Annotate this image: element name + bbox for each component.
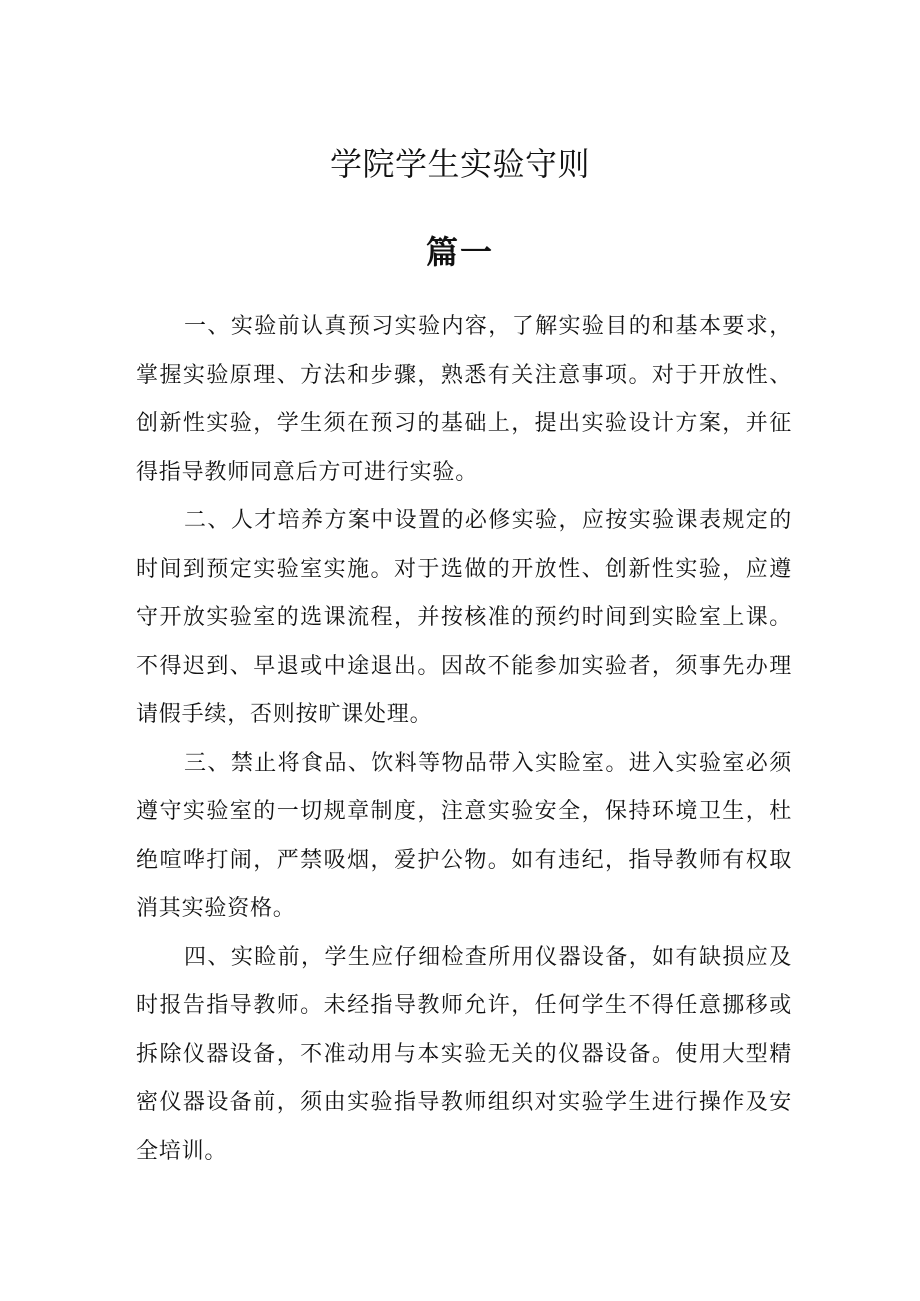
paragraph-4: 四、实睑前，学生应仔细检查所用仪器设备，如有缺损应及时报告指导教师。未经指导教师允许，任何学生不得任意挪移或拆除仪器设备，不准动用与本实验无关的仪器设备。使用大型精密仪器设备前，须由实验指导教师组织对实验学生进行操作及安全培训。	[136, 944, 792, 1164]
section-heading: 篇一	[425, 233, 494, 271]
paragraph-2: 二、人才培养方案中设置的必修实验，应按实验课表规定的时间到预定实验室实施。对于选做的开放性、创新性实验，应遵守开放实验室的选课流程，并按核准的预约时间到实睑室上课。不得迟到、早退或中途退出。因故不能参加实验者，须事先办理请假手续，否则按旷课处理。	[136, 508, 792, 727]
paragraph-1: 一、实验前认真预习实验内容，了解实验目的和基本要求，掌握实验原理、方法和步骤，熟悉有关注意事项。对于开放性、创新性实验，学生须在预习的基础上，提出实验设计方案，并征得指导教师同意后方可进行实验。	[136, 314, 792, 485]
document-title: 学院学生实验守则	[329, 145, 590, 183]
paragraph-3: 三、禁止将食品、饮料等物品带入实睑室。进入实验室必须遵守实验室的一切规章制度，注意实验安全，保持环境卫生，杜绝喧哗打闹，严禁吸烟，爱护公物。如有违纪，指导教师有权取消其实验资格。	[136, 750, 792, 921]
document-body	[136, 303, 792, 1176]
